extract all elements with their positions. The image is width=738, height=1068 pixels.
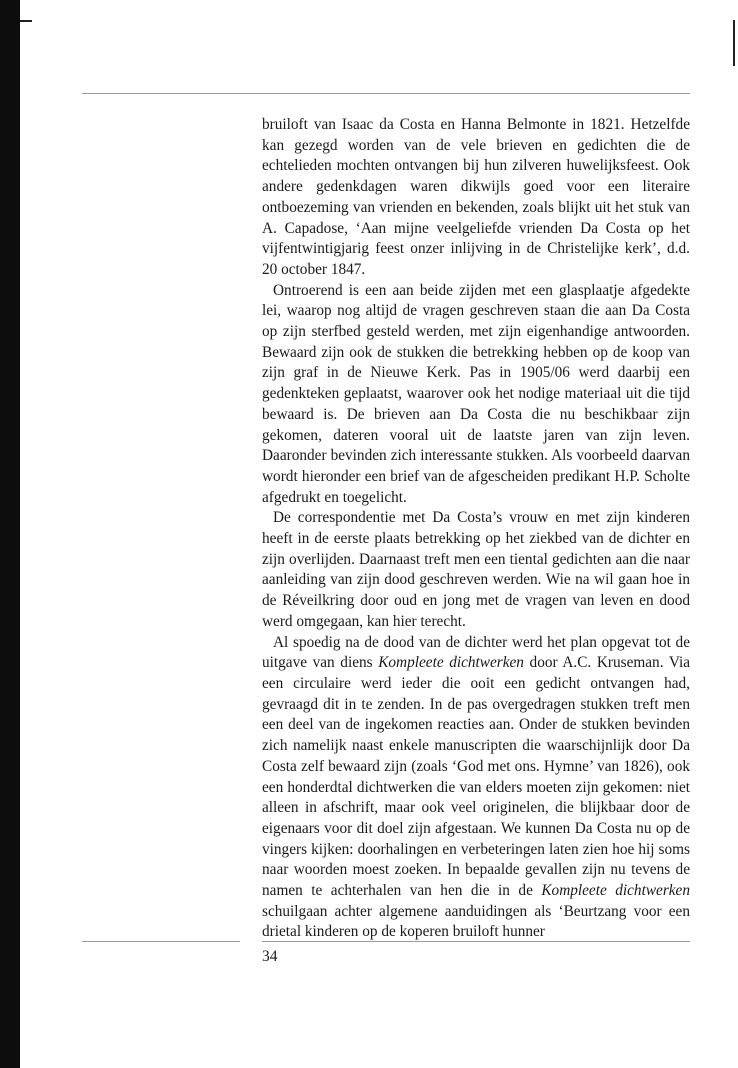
paragraph-2: [262, 281, 690, 509]
body-text: [262, 115, 690, 943]
scan-edge-left: [0, 0, 20, 1068]
text-segment: schuilgaan achter algemene aanduidingen als ‘Beurtzang voor een drietal kinderen op de koperen bruiloft hunner: [262, 902, 690, 941]
header-rule: [82, 93, 690, 94]
paragraph-3: [262, 508, 690, 632]
book-title: Kompleete dichtwerken: [378, 654, 524, 672]
paragraph-1: [262, 115, 690, 281]
crop-mark-right: [733, 20, 735, 66]
paragraph-4: [262, 633, 690, 944]
text-segment: Ontroerend is een aan beide zijden met een glasplaatje afgedekte lei, waarop nog altijd de vragen geschreven staan die aan Da Costa op zijn sterfbed gesteld werden, met zijn eigenhandige antwoorden. Bewaard zijn ook de stukken die betrekking hebben op de koop van zijn graf in de Nieuwe Kerk. Pas in 1905/06 werd daarbij een gedenkteken geplaatst, waarover ook het nodige materiaal uit die tijd bewaard is. De brieven aan Da Costa die nu beschikbaar zijn gekomen, dateren vooral uit de laatste jaren van zijn leven. Daaronder bevinden zich interessante stukken. Als voorbeeld daarvan wordt hieronder een brief van de afgescheiden predikant H.P. Scholte afgedrukt en toegelicht.: [262, 281, 690, 506]
text-segment: bruiloft van Isaac da Costa en Hanna Belmonte in 1821. Hetzelfde kan gezegd worden van de vele brieven en gedichten die de echtelieden mochten ontvangen bij hun zilveren huwelijksfeest. Ook andere gedenkdagen waren dikwijls goed voor een literaire ontboezeming van vrienden en bekenden, zoals blijkt uit het stuk van A. Capadose, ‘Aan mijne veelgeliefde vrienden Da Costa op het vijfentwintigjarig feest onzer inlijving in de Christelijke kerk’, d.d. 20 october 1847.: [262, 116, 690, 278]
book-title: Kompleete dichtwerken: [541, 882, 690, 900]
page-number: 34: [262, 948, 278, 965]
text-segment: De correspondentie met Da Costa’s vrouw en met zijn kinderen heeft in de eerste plaats betrekking op het ziekbed van de dichter en zijn overlijden. Daarnaast treft men een tiental gedichten aan die naar aanleiding van zijn dood geschreven werden. Wie na wil gaan hoe in de Réveilkring door oud en jong met de vragen van leven en dood werd omgegaan, kan hier terecht.: [262, 509, 690, 630]
crop-mark-left: [20, 20, 32, 22]
footer-rule-right: [262, 941, 690, 942]
text-segment: door A.C. Kruseman. Via een circulaire werd ieder die ooit een gedicht ontvangen had, gevraagd dit in te zenden. In de pas overgedragen stukken treft men een deel van de ingekomen reacties aan. Onder de stukken bevinden zich namelijk naast enkele manuscripten die waarschijnlijk door Da Costa zelf bewaard zijn (zoals ‘God met ons. Hymne’ van 1826), ook een honderdtal dichtwerken die van elders moeten zijn gekomen: niet alleen in afschrift, maar ook veel originelen, die blijkbaar door de eigenaars voor dit doel zijn afgestaan. We kunnen Da Costa nu op de vingers kijken: doorhalingen en verbeteringen laten zien hoe hij soms naar woorden moest zoeken. In bepaalde gevallen zijn nu tevens de namen te achterhalen van hen die in de: [262, 654, 691, 900]
footer-rule-left: [82, 941, 240, 942]
text-segment: Al spoedig na de dood van de dichter werd het plan opgevat tot de uitgave van diens: [262, 633, 690, 672]
